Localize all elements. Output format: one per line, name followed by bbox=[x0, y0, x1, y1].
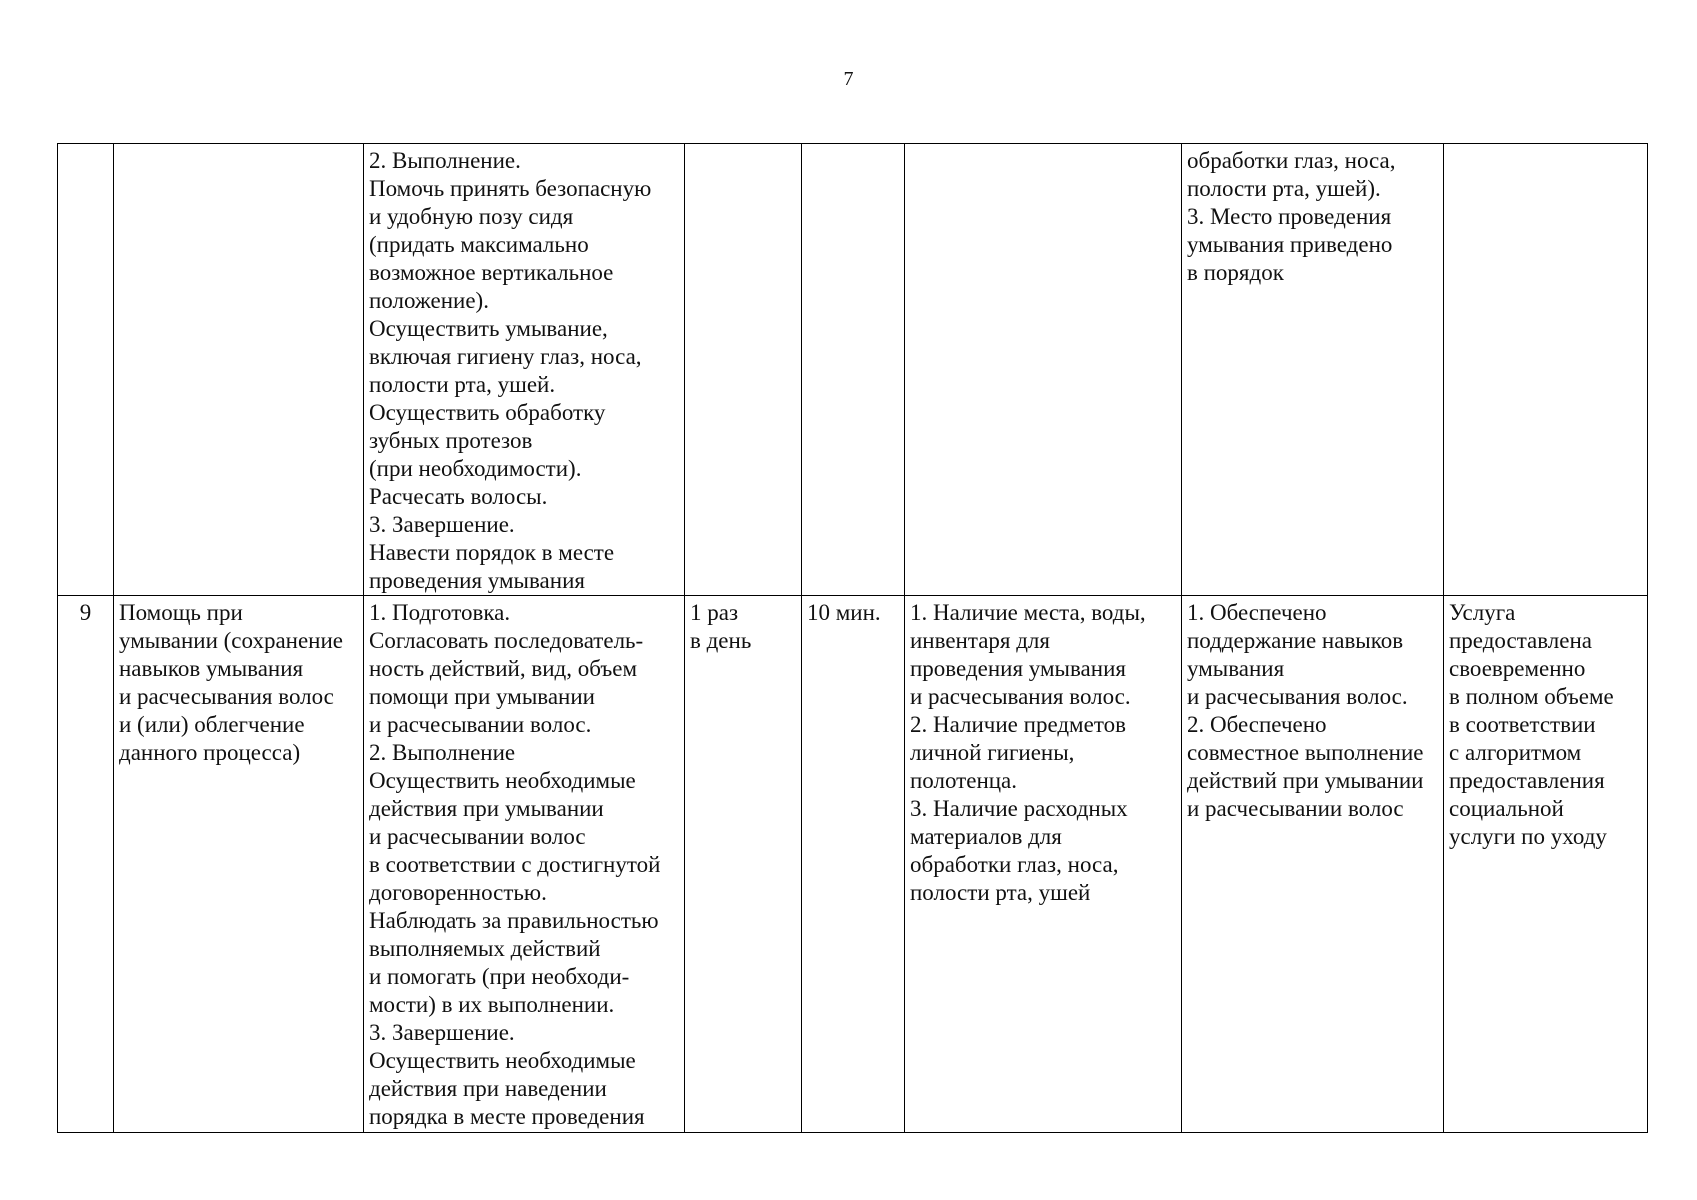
cell-service-name bbox=[114, 144, 364, 596]
cell-text-line: с алгоритмом bbox=[1449, 740, 1582, 765]
cell-text-line: 1. Подготовка. bbox=[369, 600, 511, 625]
cell-text-line: Осуществить необходимые bbox=[369, 1048, 636, 1073]
cell-evaluation bbox=[1444, 144, 1648, 596]
cell-text-line: порядка в месте проведения bbox=[369, 1104, 645, 1129]
cell-text-line: и удобную позу сидя bbox=[369, 204, 574, 229]
cell-text-line: включая гигиену глаз, носа, bbox=[369, 344, 642, 369]
cell-text-line: в порядок bbox=[1187, 260, 1284, 285]
cell-service-name bbox=[114, 596, 364, 1133]
cell-text-line: Помочь принять безопасную bbox=[369, 176, 652, 201]
cell-text-line: Наблюдать за правильностью bbox=[369, 908, 659, 933]
cell-conditions bbox=[905, 596, 1182, 1133]
cell-text-line: в день bbox=[690, 628, 752, 653]
cell-text-line: предоставлена bbox=[1449, 628, 1592, 653]
cell-text-line: Осуществить обработку bbox=[369, 400, 606, 425]
cell-evaluation bbox=[1444, 596, 1648, 1133]
cell-text-line: возможное вертикальное bbox=[369, 260, 614, 285]
cell-number bbox=[58, 144, 114, 596]
cell-text-line: навыков умывания bbox=[119, 656, 304, 681]
cell-text-line: 2. Наличие предметов bbox=[910, 712, 1126, 737]
cell-text-line: помощи при умывании bbox=[369, 684, 595, 709]
cell-text-line: полости рта, ушей). bbox=[1187, 176, 1381, 201]
cell-text-line: (придать максимально bbox=[369, 232, 589, 257]
cell-text-line: Услуга bbox=[1449, 600, 1516, 625]
cell-text-line: полотенца. bbox=[910, 768, 1018, 793]
table-row bbox=[58, 144, 1648, 596]
cell-text-line: и расчесывании волос bbox=[369, 824, 586, 849]
cell-text-line: проведения умывания bbox=[369, 568, 585, 593]
cell-text-line: зубных протезов bbox=[369, 428, 533, 453]
cell-text-line: материалов для bbox=[910, 824, 1062, 849]
cell-text-line: 10 мин. bbox=[807, 600, 881, 625]
cell-text-line: и расчесывании волос. bbox=[369, 712, 592, 737]
cell-text-line: полости рта, ушей bbox=[910, 880, 1091, 905]
cell-text-line: и расчесывания волос bbox=[119, 684, 334, 709]
cell-text-line: 2. Выполнение bbox=[369, 740, 516, 765]
cell-text-line: 1. Наличие места, воды, bbox=[910, 600, 1146, 625]
cell-text-line: услуги по уходу bbox=[1449, 824, 1607, 849]
cell-text-line: 3. Место проведения bbox=[1187, 204, 1392, 229]
cell-text-line: 3. Наличие расходных bbox=[910, 796, 1128, 821]
cell-text-line: Согласовать последователь- bbox=[369, 628, 644, 653]
cell-text-line: положение). bbox=[369, 288, 489, 313]
cell-text-line: в соответствии с достигнутой bbox=[369, 852, 661, 877]
cell-text-line: 2. Выполнение. bbox=[369, 148, 521, 173]
cell-text-line: личной гигиены, bbox=[910, 740, 1075, 765]
cell-text-line: 2. Обеспечено bbox=[1187, 712, 1327, 737]
cell-text-line: в полном объеме bbox=[1449, 684, 1614, 709]
cell-text-line: Расчесать волосы. bbox=[369, 484, 548, 509]
cell-text-line: умывания bbox=[1187, 656, 1285, 681]
cell-text-line: ность действий, вид, объем bbox=[369, 656, 637, 681]
cell-text-line: поддержание навыков bbox=[1187, 628, 1404, 653]
cell-text-line: 1. Обеспечено bbox=[1187, 600, 1327, 625]
cell-text-line: инвентаря для bbox=[910, 628, 1050, 653]
cell-duration bbox=[802, 144, 905, 596]
cell-text-line: договоренностью. bbox=[369, 880, 547, 905]
cell-text-line: и расчесывания волос. bbox=[910, 684, 1131, 709]
cell-text-line: и помогать (при необходи- bbox=[369, 964, 630, 989]
cell-text-line: полости рта, ушей. bbox=[369, 372, 556, 397]
cell-text-line: 3. Завершение. bbox=[369, 1020, 515, 1045]
cell-text-line: действия при умывании bbox=[369, 796, 604, 821]
cell-text-line: действий при умывании bbox=[1187, 768, 1424, 793]
cell-text-line: выполняемых действий bbox=[369, 936, 601, 961]
cell-results bbox=[1182, 596, 1444, 1133]
cell-text-line: Осуществить умывание, bbox=[369, 316, 608, 341]
cell-text-line: (при необходимости). bbox=[369, 456, 582, 481]
cell-text-line: и (или) облегчение bbox=[119, 712, 305, 737]
cell-text-line: и расчесывания волос. bbox=[1187, 684, 1408, 709]
cell-number: 9 bbox=[58, 596, 114, 1133]
page-number: 7 bbox=[843, 68, 854, 90]
cell-frequency bbox=[685, 144, 802, 596]
cell-conditions bbox=[905, 144, 1182, 596]
cell-text-line: мости) в их выполнении. bbox=[369, 992, 615, 1017]
cell-duration bbox=[802, 596, 905, 1133]
cell-text-line: 1 раз bbox=[690, 600, 739, 625]
cell-text-line: умывании (сохранение bbox=[119, 628, 343, 653]
cell-text-line: Помощь при bbox=[119, 600, 243, 625]
cell-text-line: 3. Завершение. bbox=[369, 512, 515, 537]
cell-frequency bbox=[685, 596, 802, 1133]
cell-text-line: действия при наведении bbox=[369, 1076, 607, 1101]
cell-results bbox=[1182, 144, 1444, 596]
cell-text-line: данного процесса) bbox=[119, 740, 301, 765]
cell-text-line: совместное выполнение bbox=[1187, 740, 1424, 765]
cell-procedure bbox=[364, 596, 685, 1133]
cell-text-line: и расчесывании волос bbox=[1187, 796, 1404, 821]
cell-text-line: умывания приведено bbox=[1187, 232, 1393, 257]
cell-text-line: Навести порядок в месте bbox=[369, 540, 615, 565]
services-table bbox=[57, 143, 1648, 1133]
cell-text-line: социальной bbox=[1449, 796, 1564, 821]
cell-text-line: предоставления bbox=[1449, 768, 1605, 793]
cell-procedure bbox=[364, 144, 685, 596]
cell-text-line: проведения умывания bbox=[910, 656, 1126, 681]
cell-text-line: обработки глаз, носа, bbox=[910, 852, 1119, 877]
cell-text-line: своевременно bbox=[1449, 656, 1586, 681]
table-row bbox=[58, 596, 1648, 1133]
cell-text-line: обработки глаз, носа, bbox=[1187, 148, 1396, 173]
cell-text-line: Осуществить необходимые bbox=[369, 768, 636, 793]
cell-text-line: в соответствии bbox=[1449, 712, 1596, 737]
